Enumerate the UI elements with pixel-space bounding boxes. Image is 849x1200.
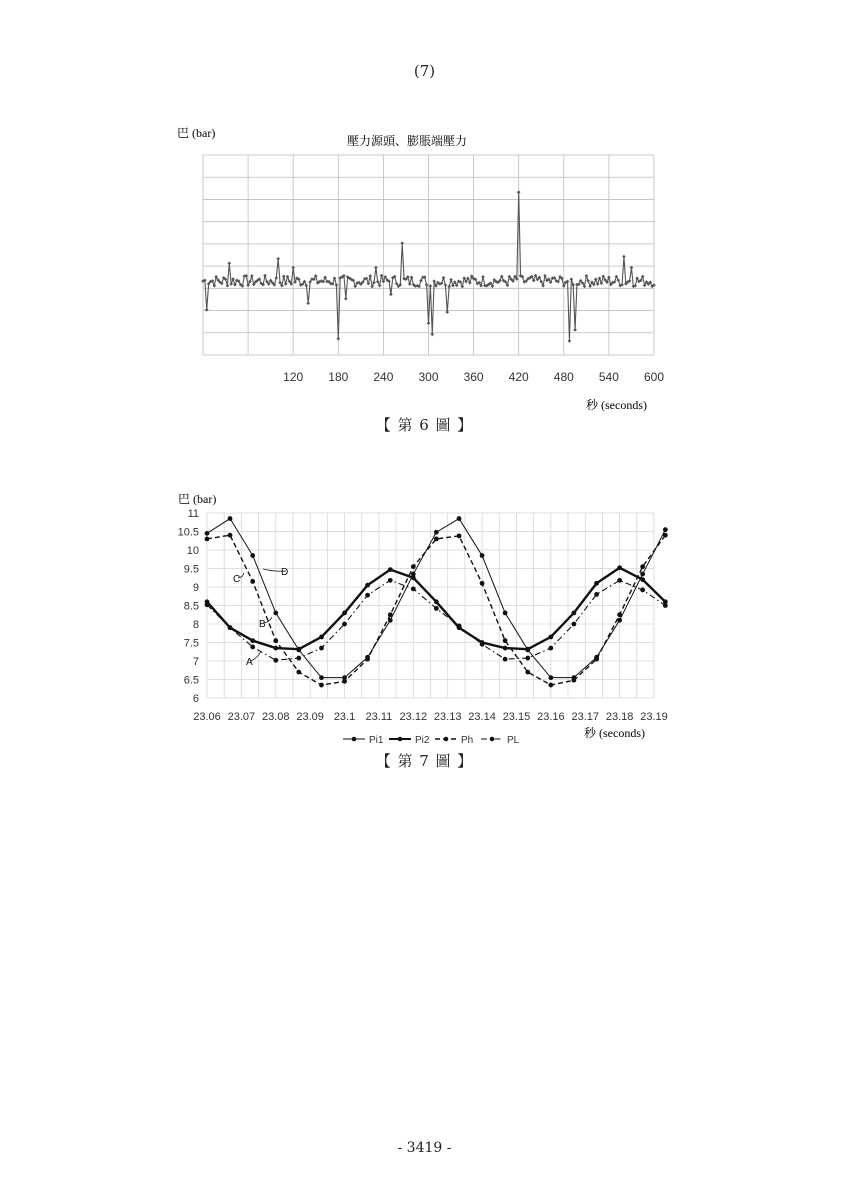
fig6-point [449,278,453,282]
fig6-point [541,284,545,288]
fig7-series-Pi2-point [319,635,324,640]
fig6-point [229,282,233,286]
fig7-legend-marker [398,737,403,742]
fig6-point [323,275,327,279]
fig7-series-PL-point [640,588,645,593]
fig7-x-tick-label: 23.1 [333,711,356,723]
fig6-x-tick-label: 120 [283,370,304,384]
fig7-series-PL-point [525,656,530,661]
fig7-series-Pi2-point [617,565,622,570]
fig6-point [376,280,380,284]
fig7-annotation-label: A [246,657,253,668]
fig7-series-Pi1-point [250,553,255,558]
fig6-point [228,261,232,265]
fig6-point [600,281,604,285]
fig7-series-Pi1-point [434,530,439,535]
fig7-series-Ph-point [342,679,347,684]
fig7-y-tick-labels [178,508,199,705]
fig7-x-tick-label: 23.17 [571,711,599,723]
fig6-point [233,283,237,287]
fig6-point [333,277,337,281]
fig7-series-Pi2-point [250,638,255,643]
fig6-point [282,274,286,278]
fig6-point [378,284,382,288]
fig7-y-tick-label: 6 [192,693,199,705]
fig7-series-PL-point [342,622,347,627]
fig7-series-Ph-point [411,564,416,569]
fig6-x-tick-label: 240 [373,370,394,384]
fig7-legend-label: Pi1 [369,735,384,746]
fig7-series-PL-point [457,623,462,628]
page-number-top: (7) [413,62,436,80]
fig7-x-tick-label: 23.15 [502,711,531,723]
fig7-series-Ph-point [663,533,668,538]
fig7-series-Ph-point [228,533,233,538]
fig6-x-tick-label: 480 [553,370,574,384]
fig6-point [293,280,297,284]
fig6-point [250,274,254,278]
fig7-series-PL-point [663,603,668,608]
fig7-x-tick-label: 23.18 [605,711,634,723]
fig7-series-Ph-point [571,678,576,683]
fig7-series-Pi2-point [571,611,576,616]
fig7-legend-label: Pi2 [415,735,430,746]
fig7-annotation-label: B [259,619,266,630]
fig7-series-PL-point [228,625,233,630]
fig7-series-PL-point [571,622,576,627]
fig7-x-tick-label: 23.06 [193,711,221,723]
fig6-point [382,280,386,284]
fig7-series-PL-point [205,602,210,607]
fig7-series-Pi2-point [594,581,599,586]
fig7-y-tick-label: 10.5 [177,526,199,539]
fig7-series-PL-point [617,578,622,583]
fig7-legend-marker [490,737,495,742]
fig7-ylabel: 巴 (bar) [178,492,217,506]
fig6-point [444,283,448,287]
fig7-series-Pi2-point [296,647,301,652]
fig7-series-Ph-point [640,564,645,569]
fig6-point [517,190,521,194]
fig7-y-tick-label: 7 [192,656,199,668]
fig7-series-Pi2-point [342,611,347,616]
fig6-point [573,328,577,332]
fig7-series-Ph-point [205,537,210,542]
fig7-series-PL-point [273,658,278,663]
fig6-point [539,280,543,284]
fig6-point [389,293,393,297]
fig7-legend-marker [352,737,357,742]
fig7-annotation-label: D [281,567,289,578]
fig6-point [500,275,504,279]
fig6-point [367,282,371,286]
fig7-series-PL-point [434,606,439,611]
fig6-point [586,279,590,283]
fig7-series-Pi2-point [388,567,393,572]
fig7-x-tick-label: 23.09 [296,711,324,723]
fig7-series-Pi1-point [640,572,645,577]
fig7-series-Pi2-point [525,647,530,652]
fig7-x-tick-label: 23.12 [399,711,428,723]
fig7-series-PL-point [296,656,301,661]
fig7-series-Ph-point [273,638,278,643]
fig7-y-tick-label: 8.5 [183,600,199,613]
fig6-xlabel: 秒 (seconds) [586,398,647,412]
fig6-title: 壓力源頭、膨脹端壓力 [346,134,468,148]
fig6-point [534,274,538,278]
fig7-y-tick-label: 6.5 [183,674,199,687]
fig7-series-Ph-point [434,537,439,542]
fig6-x-tick-label: 600 [643,370,665,384]
fig7-legend-label: Ph [461,735,474,746]
fig6-point [427,321,431,325]
fig7-series-Ph-point [319,683,324,688]
fig6-point [337,337,341,341]
fig7-y-tick-label: 9.5 [183,563,199,576]
fig7-x-tick-label: 23.11 [365,711,393,723]
fig7-series-Pi1-point [228,516,233,521]
fig7-series-Ph-point [594,657,599,662]
figure-7-chart [160,485,680,750]
fig7-series-Ph-point [617,612,622,617]
fig7-series-Ph-point [365,657,370,662]
fig6-point [596,282,600,286]
fig6-point [231,277,235,281]
fig7-series-Pi2-point [503,646,508,651]
fig6-x-tick-label: 540 [598,370,619,384]
fig7-legend-label: PL [507,735,520,746]
fig6-point [585,274,589,278]
fig7-series-PL-point [388,578,393,583]
fig6-point [570,277,574,281]
fig6-point [408,282,412,286]
fig7-y-tick-label: 7.5 [183,637,199,650]
fig6-point [481,275,485,279]
fig6-point [425,283,429,287]
fig7-x-tick-label: 23.16 [537,711,565,723]
fig6-point [286,275,290,279]
fig7-annotation-label: C [233,574,241,585]
fig6-point [276,257,280,261]
fig7-series-Ph-point [457,534,462,539]
fig7-series-Pi1-point [548,675,553,680]
fig7-y-tick-label: 9 [192,582,199,594]
fig6-point [380,274,384,278]
fig6-x-tick-label: 420 [508,370,529,384]
fig6-point [622,255,626,259]
fig7-series-PL-point [365,593,370,598]
fig7-series [205,516,668,687]
fig7-series-Pi2-point [640,577,645,582]
fig7-series-Ph-point [525,670,530,675]
fig7-series-PL-point [411,586,416,591]
fig6-point [274,276,278,280]
fig7-series-PL-point [250,645,255,650]
fig6-point [212,284,216,288]
fig7-series-Pi2-point [411,575,416,580]
fig6-point [306,301,310,305]
fig7-series-Pi1-point [273,611,278,616]
figure-6-chart [160,118,680,418]
fig7-series-PL-point [480,642,485,647]
fig7-legend-marker [444,737,449,742]
fig6-x-tick-label: 300 [418,370,439,384]
fig6-point [432,279,436,283]
fig6-point [263,274,267,278]
fig7-legend [343,735,520,746]
fig7-series-Ph-point [250,579,255,584]
fig7-series-Pi1-point [480,553,485,558]
fig6-point [571,283,575,287]
fig6-point [400,241,404,245]
fig7-series-Ph-point [503,638,508,643]
fig7-series-Pi1-point [503,611,508,616]
fig6-point [641,275,645,279]
fig6-gridlines [203,155,654,355]
fig6-point [344,297,348,301]
fig6-ylabel: 巴 (bar) [177,126,216,140]
fig7-x-tick-label: 23.13 [433,711,462,723]
fig7-x-tick-label: 23.07 [227,711,256,723]
fig6-x-tick-label: 360 [463,370,484,384]
fig7-series-Pi2-point [365,583,370,588]
fig7-series-PL-point [319,646,324,651]
fig7-series-Ph-point [548,683,553,688]
fig7-series-Pi1-point [319,675,324,680]
fig7-series-Ph-point [388,612,393,617]
fig7-x-tick-label: 23.19 [640,711,668,723]
fig7-xlabel: 秒 (seconds) [584,726,645,740]
fig6-point [410,276,414,280]
fig6-point [205,308,209,312]
fig6-point [372,281,376,285]
fig7-series-Pi2-point [548,635,553,640]
fig7-y-tick-label: 11 [187,508,199,520]
fig6-point [368,274,372,278]
fig6-x-tick-labels [283,370,664,384]
fig6-point [429,284,433,288]
fig7-series-Pi1-point [457,516,462,521]
fig7-series-PL-point [503,657,508,662]
fig6-point [607,276,611,280]
fig7-y-tick-label: 10 [186,545,199,557]
fig6-point [447,285,451,289]
fig6-point [370,285,374,289]
figure-6-caption: 【 第 6 圖 】 [375,416,474,434]
fig7-series-Ph-point [480,581,485,586]
fig6-point [461,285,465,289]
fig7-series-Pi1-point [205,531,210,536]
fig6-point [226,284,230,288]
fig6-x-tick-label: 180 [328,370,349,384]
fig7-series-PL-point [548,646,553,651]
figure-7-caption: 【 第 7 圖 】 [375,752,474,770]
fig6-point [335,283,339,287]
fig7-series-Pi2-point [273,646,278,651]
fig6-point [588,284,592,288]
fig6-point [543,274,547,278]
fig6-point [568,339,572,343]
fig7-x-tick-label: 23.08 [262,711,290,723]
fig6-point [594,277,598,281]
page-number-bottom: - 3419 - [397,1140,452,1156]
fig6-point [305,284,309,288]
fig7-series-Pi1-point [663,527,668,532]
fig7-gridlines [207,513,654,698]
fig7-series-Ph-point [296,670,301,675]
fig7-series-Pi2-point [434,599,439,604]
fig7-x-tick-labels [193,711,668,723]
fig7-y-tick-label: 8 [192,619,199,631]
fig6-point [468,281,472,285]
fig6-point [532,279,536,283]
fig6-point [442,276,446,280]
fig7-x-tick-label: 23.14 [468,711,496,723]
fig6-point [598,277,602,281]
fig6-point [284,282,288,286]
fig7-series-PL-point [594,592,599,597]
